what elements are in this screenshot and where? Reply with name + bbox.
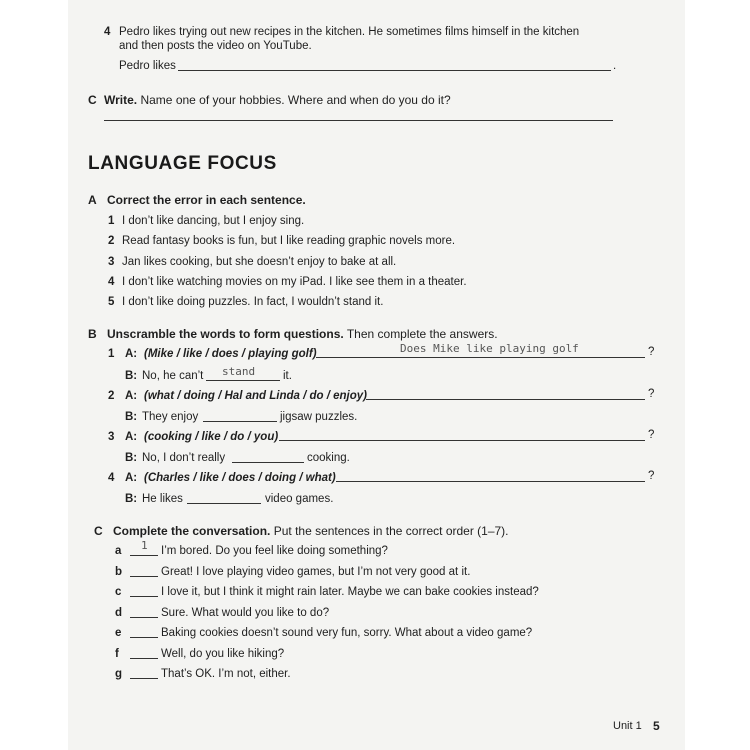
answer-line[interactable] <box>316 357 645 358</box>
answer-text: it. <box>283 370 292 382</box>
footer-unit: Unit 1 <box>613 720 642 732</box>
item-number: 1 <box>108 215 115 227</box>
speaker-a: A: <box>125 472 138 484</box>
conversation-line: I love it, but I think it might rain later. Maybe we can bake cookies instead? <box>161 586 539 598</box>
item-number: 4 <box>108 276 115 288</box>
question-mark: ? <box>648 388 655 400</box>
question-mark: ? <box>648 429 655 441</box>
item-number: 5 <box>108 296 115 308</box>
answer-prompt: Pedro likes <box>119 60 176 72</box>
item-letter: a <box>115 545 122 557</box>
section-letter: C <box>88 93 97 107</box>
item-text: and then posts the video on YouTube. <box>119 40 312 52</box>
sentence: Read fantasy books is fun, but I like reading graphic novels more. <box>122 235 456 247</box>
item-text: Pedro likes trying out new recipes in the kitchen. He sometimes films himself in the kitchen <box>119 26 580 38</box>
item-letter: d <box>115 607 123 619</box>
item-number: 1 <box>108 348 115 360</box>
fill-blank[interactable] <box>130 658 158 659</box>
period: . <box>613 60 617 72</box>
fill-blank[interactable] <box>130 555 158 556</box>
write-instruction: Write. Name one of your hobbies. Where and when do you do it? <box>104 93 451 107</box>
section-letter: A <box>88 193 97 207</box>
item-number: 2 <box>108 235 115 247</box>
handwritten-answer: Does Mike like playing golf <box>400 342 579 355</box>
scrambled-words: (cooking / like / do / you) <box>144 431 279 443</box>
fill-blank[interactable] <box>203 421 277 422</box>
item-number: 4 <box>108 472 115 484</box>
fill-blank[interactable] <box>130 576 158 577</box>
fill-blank[interactable] <box>206 380 280 381</box>
sentence: I don’t like dancing, but I enjoy sing. <box>122 215 305 227</box>
answer-line[interactable] <box>279 440 645 441</box>
item-number: 3 <box>108 431 115 443</box>
conversation-line: That’s OK. I’m not, either. <box>161 668 291 680</box>
speaker-b: B: <box>125 370 138 382</box>
answer-line[interactable] <box>178 70 611 71</box>
conversation-line: I’m bored. Do you feel like doing something? <box>161 545 388 557</box>
answer-text: No, I don’t really <box>142 452 226 464</box>
item-number: 4 <box>104 26 111 38</box>
item-number: 3 <box>108 256 115 268</box>
fill-blank[interactable] <box>130 617 158 618</box>
section-letter: C <box>94 524 103 538</box>
sentence: I don’t like doing puzzles. In fact, I wouldn’t stand it. <box>122 296 384 308</box>
fill-blank[interactable] <box>232 462 304 463</box>
fill-blank[interactable] <box>130 596 158 597</box>
speaker-b: B: <box>125 452 138 464</box>
section-title: Complete the conversation. Put the sentences in the correct order (1–7). <box>113 524 509 538</box>
section-title: Correct the error in each sentence. <box>107 193 306 207</box>
sentence: Jan likes cooking, but she doesn’t enjoy to bake at all. <box>122 256 397 268</box>
answer-line[interactable] <box>366 399 645 400</box>
fill-blank[interactable] <box>130 678 158 679</box>
section-letter: B <box>88 327 97 341</box>
answer-text: He likes <box>142 493 183 505</box>
section-heading: LANGUAGE FOCUS <box>88 153 277 174</box>
handwritten-fill: stand <box>222 365 256 378</box>
item-letter: e <box>115 627 122 639</box>
answer-text: jigsaw puzzles. <box>280 411 358 423</box>
conversation-line: Great! I love playing video games, but I’m not very good at it. <box>161 566 471 578</box>
conversation-line: Sure. What would you like to do? <box>161 607 330 619</box>
scrambled-words: (what / doing / Hal and Linda / do / enjoy) <box>144 390 367 402</box>
section-title: Unscramble the words to form questions. Then complete the answers. <box>107 327 498 341</box>
fill-blank[interactable] <box>130 637 158 638</box>
speaker-a: A: <box>125 431 138 443</box>
item-letter: g <box>115 668 123 680</box>
item-letter: c <box>115 586 122 598</box>
scrambled-words: (Charles / like / does / doing / what) <box>144 472 336 484</box>
sentence: I don’t like watching movies on my iPad. I like see them in a theater. <box>122 276 467 288</box>
handwritten-fill: 1 <box>141 539 148 552</box>
conversation-line: Well, do you like hiking? <box>161 648 285 660</box>
speaker-a: A: <box>125 390 138 402</box>
answer-text: They enjoy <box>142 411 199 423</box>
speaker-b: B: <box>125 411 138 423</box>
item-number: 2 <box>108 390 115 402</box>
speaker-a: A: <box>125 348 138 360</box>
scrambled-words: (Mike / like / does / playing golf) <box>144 348 317 360</box>
page-number: 5 <box>653 719 660 733</box>
item-letter: f <box>115 648 119 660</box>
answer-text: video games. <box>265 493 334 505</box>
item-letter: b <box>115 566 123 578</box>
conversation-line: Baking cookies doesn’t sound very fun, sorry. What about a video game? <box>161 627 533 639</box>
answer-line[interactable] <box>336 481 645 482</box>
question-mark: ? <box>648 470 655 482</box>
answer-line[interactable] <box>104 120 613 121</box>
answer-text: cooking. <box>307 452 350 464</box>
question-mark: ? <box>648 346 655 358</box>
answer-text: No, he can’t <box>142 370 204 382</box>
speaker-b: B: <box>125 493 138 505</box>
fill-blank[interactable] <box>187 503 261 504</box>
